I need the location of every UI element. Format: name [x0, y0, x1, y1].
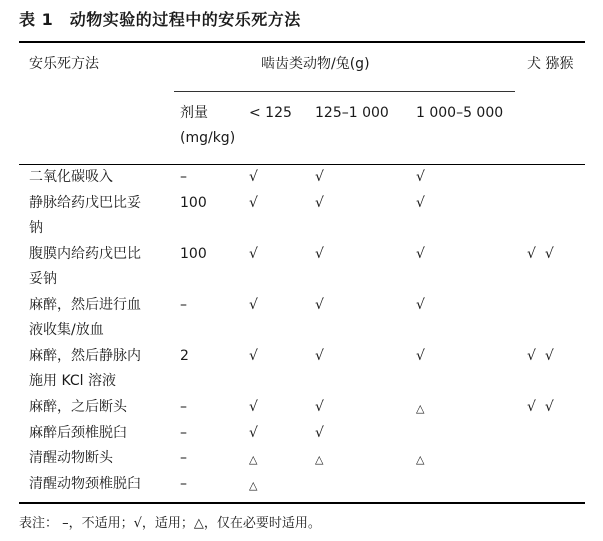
header-weight-1000-5000: 1 000–5 000: [416, 105, 504, 121]
table-bottom-rule: [19, 502, 585, 504]
row-method: 麻醉，然后进行血: [29, 297, 141, 313]
header-method: 安乐死方法: [29, 56, 99, 72]
row-method-cont: 施用 KCl 溶液: [29, 373, 116, 389]
row-mark: √: [249, 425, 258, 441]
row-dose: 100: [180, 195, 207, 211]
row-mark: √: [416, 297, 425, 313]
header-dose-line1: 剂量: [180, 105, 208, 121]
row-mark: √: [416, 348, 425, 364]
row-mark: √: [416, 195, 425, 211]
row-mark: √: [315, 348, 324, 364]
row-mark: √: [249, 297, 258, 313]
row-mark-dog-monkey: √ √: [527, 348, 554, 364]
row-mark: △: [249, 479, 258, 492]
row-mark-dog-monkey: √ √: [527, 399, 554, 415]
row-mark: △: [315, 453, 324, 466]
row-method: 腹膜内给药戊巴比: [29, 246, 141, 262]
row-mark: √: [249, 169, 258, 185]
row-mark: √: [249, 246, 258, 262]
row-mark: √: [416, 169, 425, 185]
row-method-cont: 妥钠: [29, 271, 57, 287]
row-method: 麻醉后颈椎脱臼: [29, 425, 127, 441]
table-top-rule: [19, 41, 585, 43]
row-method: 清醒动物颈椎脱臼: [29, 476, 141, 492]
header-sub-rule: [174, 91, 515, 92]
row-dose: –: [180, 399, 187, 415]
row-dose: –: [180, 476, 187, 492]
row-mark: △: [416, 453, 425, 466]
header-weight-lt125: < 125: [249, 105, 292, 121]
header-weight-125-1000: 125–1 000: [315, 105, 389, 121]
header-rodent-weight: 啮齿类动物/兔(g): [261, 56, 370, 72]
row-dose: –: [180, 450, 187, 466]
row-method: 静脉给药戊巴比妥: [29, 195, 141, 211]
row-mark: √: [249, 399, 258, 415]
row-mark: √: [315, 425, 324, 441]
row-mark: √: [416, 246, 425, 262]
header-dog-monkey: 犬 猕猴: [527, 56, 574, 72]
table-footnote: 表注： –，不适用；√，适用；△，仅在必要时适用。: [19, 516, 321, 531]
row-mark: √: [315, 399, 324, 415]
header-dose-line2: (mg/kg): [180, 130, 236, 146]
row-method: 二氧化碳吸入: [29, 169, 113, 185]
row-mark: √: [315, 195, 324, 211]
row-mark: △: [416, 402, 425, 415]
row-method-cont: 液收集/放血: [29, 322, 104, 338]
table-title: 表 1 动物实验的过程中的安乐死方法: [19, 10, 301, 29]
row-method: 麻醉，之后断头: [29, 399, 127, 415]
row-mark: △: [249, 453, 258, 466]
row-mark-dog-monkey: √ √: [527, 246, 554, 262]
row-dose: 100: [180, 246, 207, 262]
row-mark: √: [315, 297, 324, 313]
row-method: 麻醉，然后静脉内: [29, 348, 141, 364]
row-dose: –: [180, 297, 187, 313]
row-dose: –: [180, 425, 187, 441]
row-method: 清醒动物断头: [29, 450, 113, 466]
row-dose: –: [180, 169, 187, 185]
row-mark: √: [315, 169, 324, 185]
row-method-cont: 钠: [29, 220, 43, 236]
row-mark: √: [249, 195, 258, 211]
row-dose: 2: [180, 348, 189, 364]
row-mark: √: [249, 348, 258, 364]
row-mark: √: [315, 246, 324, 262]
